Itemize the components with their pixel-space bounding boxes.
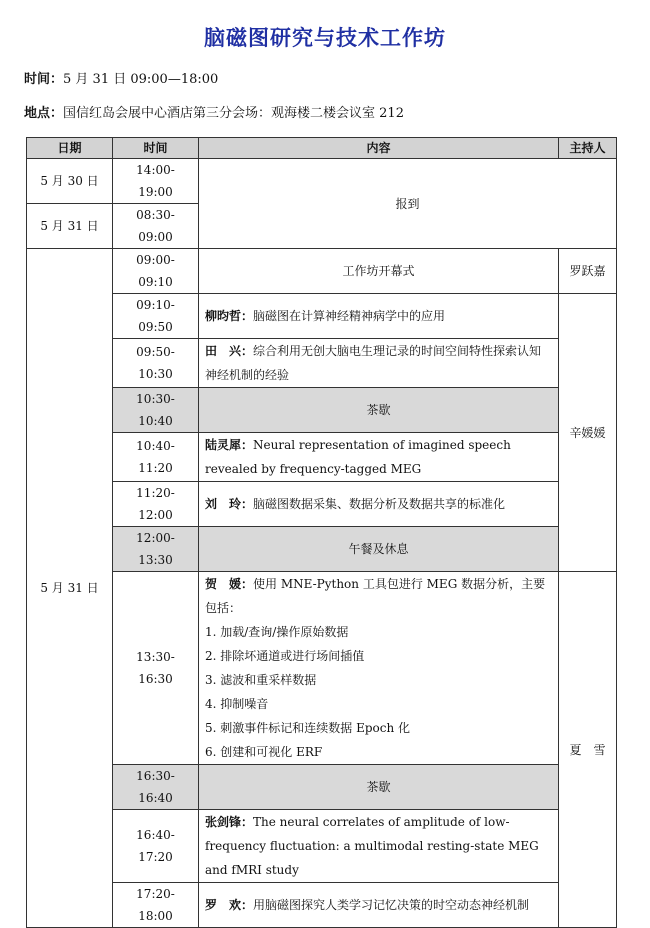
event-time (24, 68, 218, 87)
place-value: 国信红岛会展中心酒店第三分会场：观海楼二楼会议室 212 (63, 106, 404, 121)
time-cell: 10:30-10:40 (113, 388, 199, 433)
time-cell: 12:00-13:30 (113, 527, 199, 572)
content-cell (199, 810, 559, 883)
event-place (24, 102, 404, 121)
talk-title: 综合利用无创大脑电生理记录的时间空间特性探索认知神经机制的经验 (205, 344, 542, 382)
content-cell: 茶歇 (199, 765, 559, 810)
list-item: 1. 加载/查询/操作原始数据 (205, 625, 349, 639)
time-cell: 10:40-11:20 (113, 433, 199, 482)
content-cell: 茶歇 (199, 388, 559, 433)
host-cell: 辛媛媛 (559, 294, 617, 572)
list-item: 6. 创建和可视化 ERF (205, 745, 323, 759)
speaker-name: 陆灵犀： (205, 438, 254, 452)
time-cell: 09:10-09:50 (113, 294, 199, 339)
time-cell: 13:30-16:30 (113, 572, 199, 765)
talk-title: 脑磁图在计算神经精神病学中的应用 (253, 309, 446, 323)
table-row (27, 810, 617, 883)
list-item: 5. 刺激事件标记和连续数据 Epoch 化 (205, 721, 411, 735)
talk-title: The neural correlates of amplitude of low-frequency fluctuation: a multimodal resting-state MEG and fMRI study (205, 815, 539, 877)
header-time: 时间 (113, 138, 199, 159)
date-cell: 5 月 31 日 (27, 204, 113, 249)
table-row (27, 388, 617, 433)
speaker-name: 张剑锋： (205, 815, 254, 829)
table-row (27, 294, 617, 339)
talk-title: 使用 MNE-Python 工具包进行 MEG 数据分析，主要包括： (205, 577, 546, 615)
registration-cell: 报到 (199, 159, 617, 249)
time-cell: 16:30-16:40 (113, 765, 199, 810)
list-item: 4. 抑制噪音 (205, 697, 269, 711)
table-row (27, 482, 617, 527)
table-row (27, 249, 617, 294)
time-label: 时间： (24, 72, 64, 87)
talk-title: 用脑磁图探究人类学习记忆决策的时空动态神经机制 (253, 898, 530, 912)
content-cell (199, 883, 559, 928)
host-cell: 夏 雪 (559, 572, 617, 928)
table-row (27, 572, 617, 765)
talk-title: Neural representation of imagined speech revealed by frequency-tagged MEG (205, 438, 511, 476)
table-row (27, 159, 617, 204)
date-cell: 5 月 31 日 (27, 249, 113, 928)
list-item: 3. 滤波和重采样数据 (205, 673, 317, 687)
speaker-name: 罗 欢： (205, 898, 254, 912)
header-content: 内容 (199, 138, 559, 159)
table-row (27, 765, 617, 810)
table-header-row (27, 138, 617, 159)
time-cell: 17:20-18:00 (113, 883, 199, 928)
content-cell (199, 433, 559, 482)
content-cell (199, 482, 559, 527)
table-row (27, 527, 617, 572)
time-cell: 09:00-09:10 (113, 249, 199, 294)
time-cell: 09:50-10:30 (113, 339, 199, 388)
header-date: 日期 (27, 138, 113, 159)
content-cell: 午餐及休息 (199, 527, 559, 572)
speaker-name: 柳昀哲： (205, 309, 254, 323)
speaker-name: 田 兴： (205, 344, 254, 358)
content-cell (199, 339, 559, 388)
time-cell: 08:30-09:00 (113, 204, 199, 249)
list-item: 2. 排除坏通道或进行场间插值 (205, 649, 365, 663)
table-row (27, 433, 617, 482)
time-cell: 14:00-19:00 (113, 159, 199, 204)
date-cell: 5 月 30 日 (27, 159, 113, 204)
content-cell (199, 294, 559, 339)
host-cell: 罗跃嘉 (559, 249, 617, 294)
content-cell (199, 572, 559, 765)
time-value: 5 月 31 日 09:00—18:00 (63, 72, 219, 87)
talk-title: 脑磁图数据采集、数据分析及数据共享的标准化 (253, 497, 506, 511)
table-row (27, 339, 617, 388)
speaker-name: 贺 媛： (205, 577, 254, 591)
table-row (27, 883, 617, 928)
time-cell: 11:20-12:00 (113, 482, 199, 527)
time-cell: 16:40-17:20 (113, 810, 199, 883)
document-title: 脑磁图研究与技术工作坊 (204, 25, 446, 50)
place-label: 地点： (24, 106, 64, 121)
speaker-name: 刘 玲： (205, 497, 254, 511)
content-cell: 工作坊开幕式 (199, 249, 559, 294)
header-host: 主持人 (559, 138, 617, 159)
agenda-table (26, 137, 617, 928)
